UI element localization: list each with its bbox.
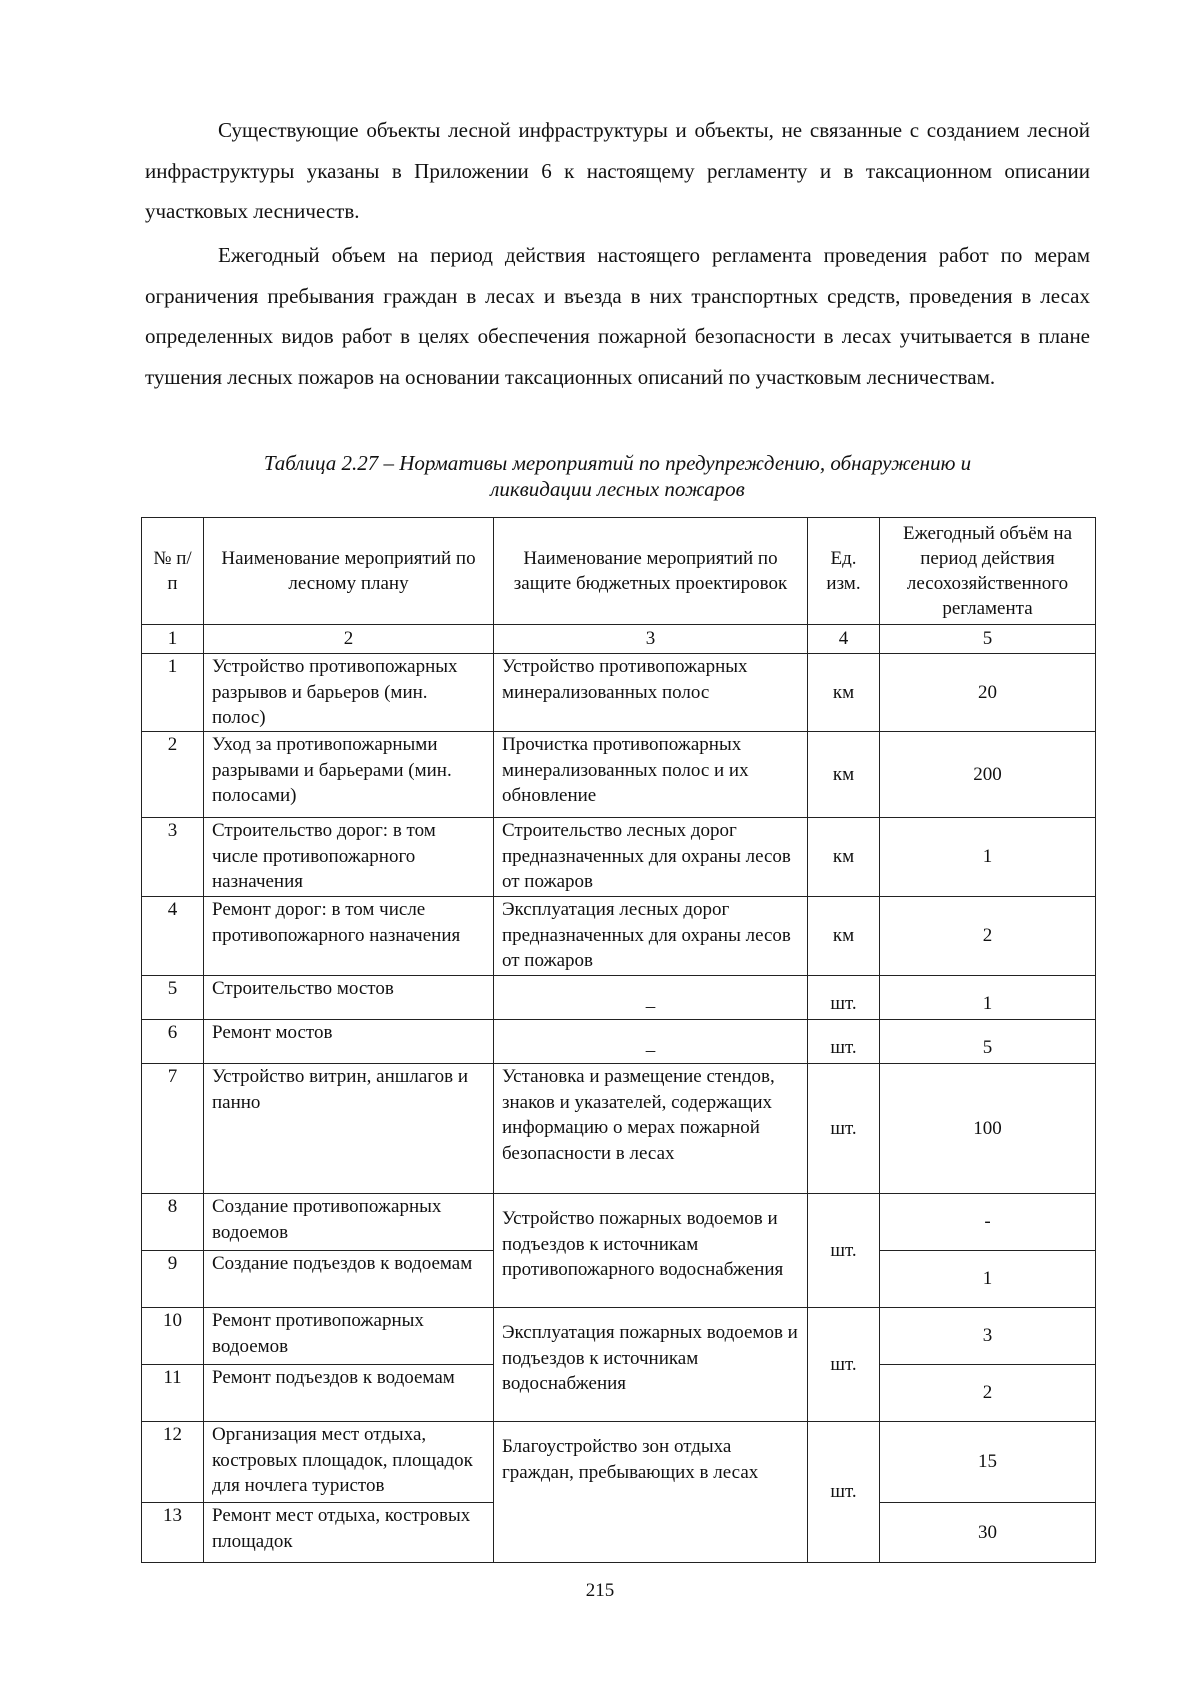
volume-cell: 30 [880, 1503, 1096, 1563]
budget-measure: Строительство лесных дорог предназначенных для охраны лесов от пожаров [494, 818, 808, 897]
forest-plan-measure: Организация мест отдыха, костровых площадок, площадок для ночлега туристов [204, 1422, 494, 1503]
forest-plan-measure: Создание подъездов к водоемам [204, 1251, 494, 1308]
table-row [142, 976, 1096, 1020]
forest-plan-measure: Ремонт мостов [204, 1020, 494, 1064]
unit-cell: км [808, 654, 880, 732]
volume-cell: 20 [880, 654, 1096, 732]
volume-cell: 15 [880, 1422, 1096, 1503]
volume-cell: 5 [880, 1020, 1096, 1064]
unit-cell: шт. [808, 1194, 880, 1308]
forest-plan-measure: Ремонт противопожарных водоемов [204, 1308, 494, 1365]
volume-cell: 2 [880, 1365, 1096, 1422]
budget-measure: Благоустройство зон отдыха граждан, пребывающих в лесах [494, 1422, 808, 1563]
row-number: 8 [142, 1194, 204, 1251]
row-number: 7 [142, 1064, 204, 1194]
column-number-row [142, 625, 1096, 654]
header-annual-volume: Ежегодный объём на период действия лесохозяйственного регламента [880, 518, 1096, 625]
volume-cell: 1 [880, 976, 1096, 1020]
header-budget-measure: Наименование мероприятий по защите бюджетных проектировок [494, 518, 808, 625]
forest-plan-measure: Устройство витрин, аншлагов и панно [204, 1064, 494, 1194]
table-header-row [142, 518, 1096, 625]
page-number: 215 [585, 1580, 615, 1601]
volume-cell: 200 [880, 732, 1096, 818]
table-row [142, 1194, 1096, 1251]
column-number: 5 [880, 625, 1096, 654]
header-forest-plan-measure: Наименование мероприятий по лесному плану [204, 518, 494, 625]
forest-plan-measure: Уход за противопожарными разрывами и барьерами (мин. полосами) [204, 732, 494, 818]
budget-measure: Устройство противопожарных минерализованных полос [494, 654, 808, 732]
budget-measure: Эксплуатация лесных дорог предназначенных для охраны лесов от пожаров [494, 897, 808, 976]
row-number: 12 [142, 1422, 204, 1503]
table-row [142, 1064, 1096, 1194]
budget-measure: – [494, 1020, 808, 1064]
forest-plan-measure: Ремонт дорог: в том числе противопожарного назначения [204, 897, 494, 976]
table-row [142, 897, 1096, 976]
forest-plan-measure: Ремонт мест отдыха, костровых площадок [204, 1503, 494, 1563]
column-number: 3 [494, 625, 808, 654]
budget-measure: – [494, 976, 808, 1020]
volume-cell: 3 [880, 1308, 1096, 1365]
forest-plan-measure: Строительство мостов [204, 976, 494, 1020]
forest-plan-measure: Устройство противопожарных разрывов и барьеров (мин. полос) [204, 654, 494, 732]
volume-cell: 100 [880, 1064, 1096, 1194]
column-number: 2 [204, 625, 494, 654]
unit-cell: шт. [808, 1308, 880, 1422]
row-number: 13 [142, 1503, 204, 1563]
volume-cell: - [880, 1194, 1096, 1251]
row-number: 9 [142, 1251, 204, 1308]
header-number: № п/п [142, 518, 204, 625]
table-row [142, 1422, 1096, 1503]
row-number: 5 [142, 976, 204, 1020]
volume-cell: 1 [880, 1251, 1096, 1308]
fire-prevention-table [141, 517, 1096, 1563]
row-number: 1 [142, 654, 204, 732]
table-row [142, 1020, 1096, 1064]
table-caption-line-2: ликвидации лесных пожаров [490, 477, 745, 501]
row-number: 3 [142, 818, 204, 897]
budget-measure: Устройство пожарных водоемов и подъездов к источникам противопожарного водоснабжения [494, 1194, 808, 1308]
unit-cell: км [808, 818, 880, 897]
unit-cell: км [808, 897, 880, 976]
paragraph-annual-volume: Ежегодный объем на период действия настоящего регламента проведения работ по мерам ограничения пребывания граждан в лесах и въезда в них транспортных средств, проведения в лесах определенных видов работ в целях обеспечения пожарной безопасности в лесах учитывается в плане тушения лесных пожаров на основании таксационных описаний по участковым лесничествам. [145, 243, 1090, 389]
unit-cell: шт. [808, 1064, 880, 1194]
forest-plan-measure: Ремонт подъездов к водоемам [204, 1365, 494, 1422]
budget-measure: Эксплуатация пожарных водоемов и подъездов к источникам водоснабжения [494, 1308, 808, 1422]
table-caption-line-1: Таблица 2.27 – Нормативы мероприятий по предупреждению, обнаружению и [263, 451, 972, 475]
row-number: 4 [142, 897, 204, 976]
budget-measure: Установка и размещение стендов, знаков и указателей, содержащих информацию о мерах пожарной безопасности в лесах [494, 1064, 808, 1194]
table-caption [145, 450, 1090, 502]
table-row [142, 732, 1096, 818]
unit-cell: шт. [808, 1422, 880, 1563]
volume-cell: 2 [880, 897, 1096, 976]
header-unit: Ед. изм. [808, 518, 880, 625]
column-number: 1 [142, 625, 204, 654]
row-number: 2 [142, 732, 204, 818]
row-number: 10 [142, 1308, 204, 1365]
forest-plan-measure: Создание противопожарных водоемов [204, 1194, 494, 1251]
table-row [142, 818, 1096, 897]
paragraph-infrastructure: Существующие объекты лесной инфраструктуры и объекты, не связанные с созданием лесной инфраструктуры указаны в Приложении 6 к настоящему регламенту и в таксационном описании участковых лесничеств. [145, 118, 1090, 224]
unit-cell: шт. [808, 976, 880, 1020]
column-number: 4 [808, 625, 880, 654]
row-number: 11 [142, 1365, 204, 1422]
budget-measure: Прочистка противопожарных минерализованных полос и их обновление [494, 732, 808, 818]
table-row [142, 654, 1096, 732]
unit-cell: шт. [808, 1020, 880, 1064]
volume-cell: 1 [880, 818, 1096, 897]
unit-cell: км [808, 732, 880, 818]
table-row [142, 1308, 1096, 1365]
row-number: 6 [142, 1020, 204, 1064]
forest-plan-measure: Строительство дорог: в том числе противопожарного назначения [204, 818, 494, 897]
